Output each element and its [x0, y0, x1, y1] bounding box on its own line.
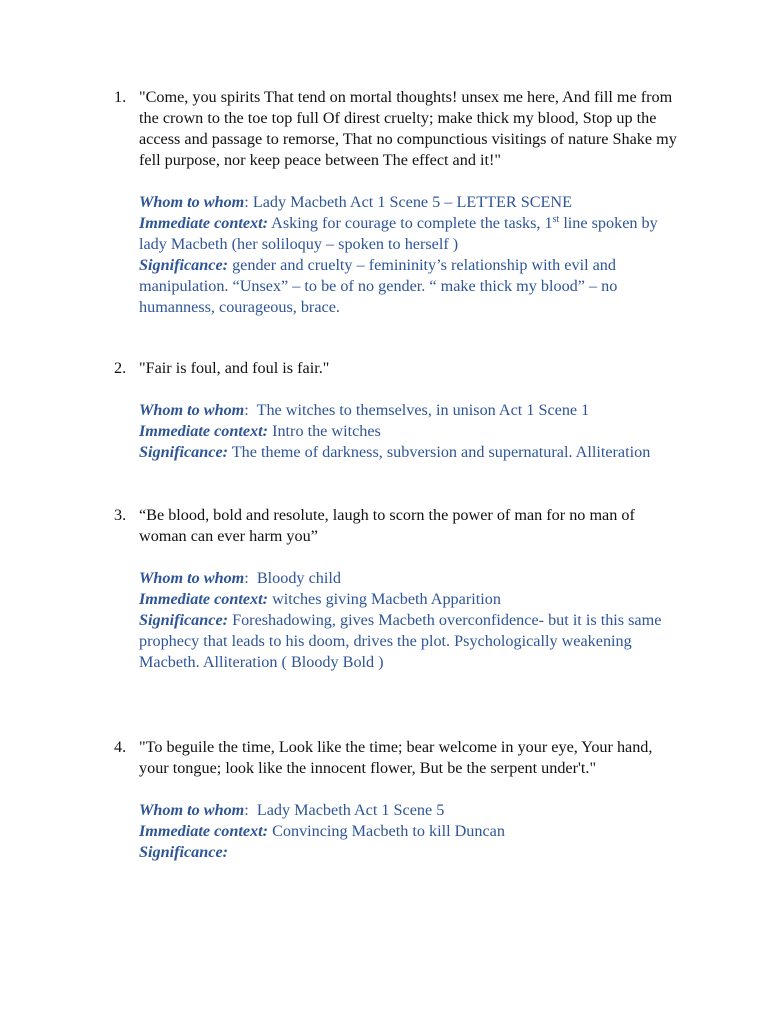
context-line: [139, 589, 684, 610]
quote-text: "Fair is foul, and foul is fair.": [139, 359, 330, 377]
quote-item-2: [114, 358, 684, 463]
context-superscript: st: [552, 214, 560, 225]
significance-label: Significance:: [139, 611, 229, 629]
context-line: [139, 421, 684, 442]
whom-value: Bloody child: [256, 569, 341, 587]
significance-line: [139, 255, 684, 318]
significance-label: Significance:: [139, 843, 229, 861]
context-value: Intro the witches: [268, 422, 381, 440]
context-label: Immediate context:: [139, 422, 269, 440]
quote-item-1: [114, 87, 684, 318]
significance-line: [139, 610, 684, 673]
quote-notes: [139, 192, 684, 318]
item-number: 1.: [114, 88, 127, 106]
quote-item-3: [114, 505, 684, 673]
quote-text: “Be blood, bold and resolute, laugh to scorn the power of man for no man of woman can ever harm you”: [139, 506, 635, 545]
whom-line: [139, 568, 684, 589]
item-number: 2.: [114, 359, 127, 377]
whom-separator: :: [244, 801, 257, 819]
significance-value: The theme of darkness, subversion and supernatural. Alliteration: [228, 443, 651, 461]
context-line: [139, 821, 684, 842]
whom-label: Whom to whom: [139, 193, 245, 211]
whom-separator: :: [244, 401, 257, 419]
quote-text: "To beguile the time, Look like the time; bear welcome in your eye, Your hand, your tongue; look like the innocent flower, But be the serpent under't.": [139, 738, 653, 777]
whom-line: [139, 800, 684, 821]
significance-line: [139, 442, 684, 463]
context-line: [139, 213, 684, 255]
whom-value: Lady Macbeth Act 1 Scene 5: [256, 801, 445, 819]
context-label: Immediate context:: [139, 214, 269, 232]
whom-label: Whom to whom: [139, 569, 245, 587]
significance-label: Significance:: [139, 256, 229, 274]
context-value: Convincing Macbeth to kill Duncan: [268, 822, 505, 840]
whom-value: The witches to themselves, in unison Act 1 Scene 1: [256, 401, 590, 419]
context-value: Asking for courage to complete the tasks, 1: [268, 214, 553, 232]
quote-item-4: [114, 737, 684, 863]
whom-separator: :: [244, 193, 253, 211]
context-label: Immediate context:: [139, 822, 269, 840]
item-number: 3.: [114, 506, 127, 524]
quote-notes: [139, 568, 684, 673]
quote-text: "Come, you spirits That tend on mortal thoughts! unsex me here, And fill me from the crown to the toe top full Of direst cruelty; make thick my blood, Stop up the access and passage to remorse, That no compunctious visitings of nature Shake my fell purpose, nor keep peace between The effect and it!": [139, 88, 677, 169]
whom-line: [139, 192, 684, 213]
item-number: 4.: [114, 738, 127, 756]
context-value: witches giving Macbeth Apparition: [268, 590, 501, 608]
context-label: Immediate context:: [139, 590, 269, 608]
significance-value: gender and cruelty – femininity’s relationship with evil and manipulation. “Unsex” – to be of no gender. “ make thick my blood” – no humanness, courageous, brace.: [139, 256, 618, 316]
whom-separator: :: [244, 569, 257, 587]
whom-value: Lady Macbeth Act 1 Scene 5 – LETTER SCENE: [252, 193, 572, 211]
whom-line: [139, 400, 684, 421]
significance-line: [139, 842, 684, 863]
whom-label: Whom to whom: [139, 401, 245, 419]
quote-notes: [139, 400, 684, 463]
significance-value: Foreshadowing, gives Macbeth overconfidence- but it is this same prophecy that leads to his doom, drives the plot. Psychologically weakening Macbeth. Alliteration ( Bloody Bold ): [139, 611, 662, 671]
significance-label: Significance:: [139, 443, 229, 461]
whom-label: Whom to whom: [139, 801, 245, 819]
quote-notes: [139, 800, 684, 863]
context-value-continued: line spoken by lady Macbeth (her soliloquy – spoken to herself ): [139, 214, 658, 253]
